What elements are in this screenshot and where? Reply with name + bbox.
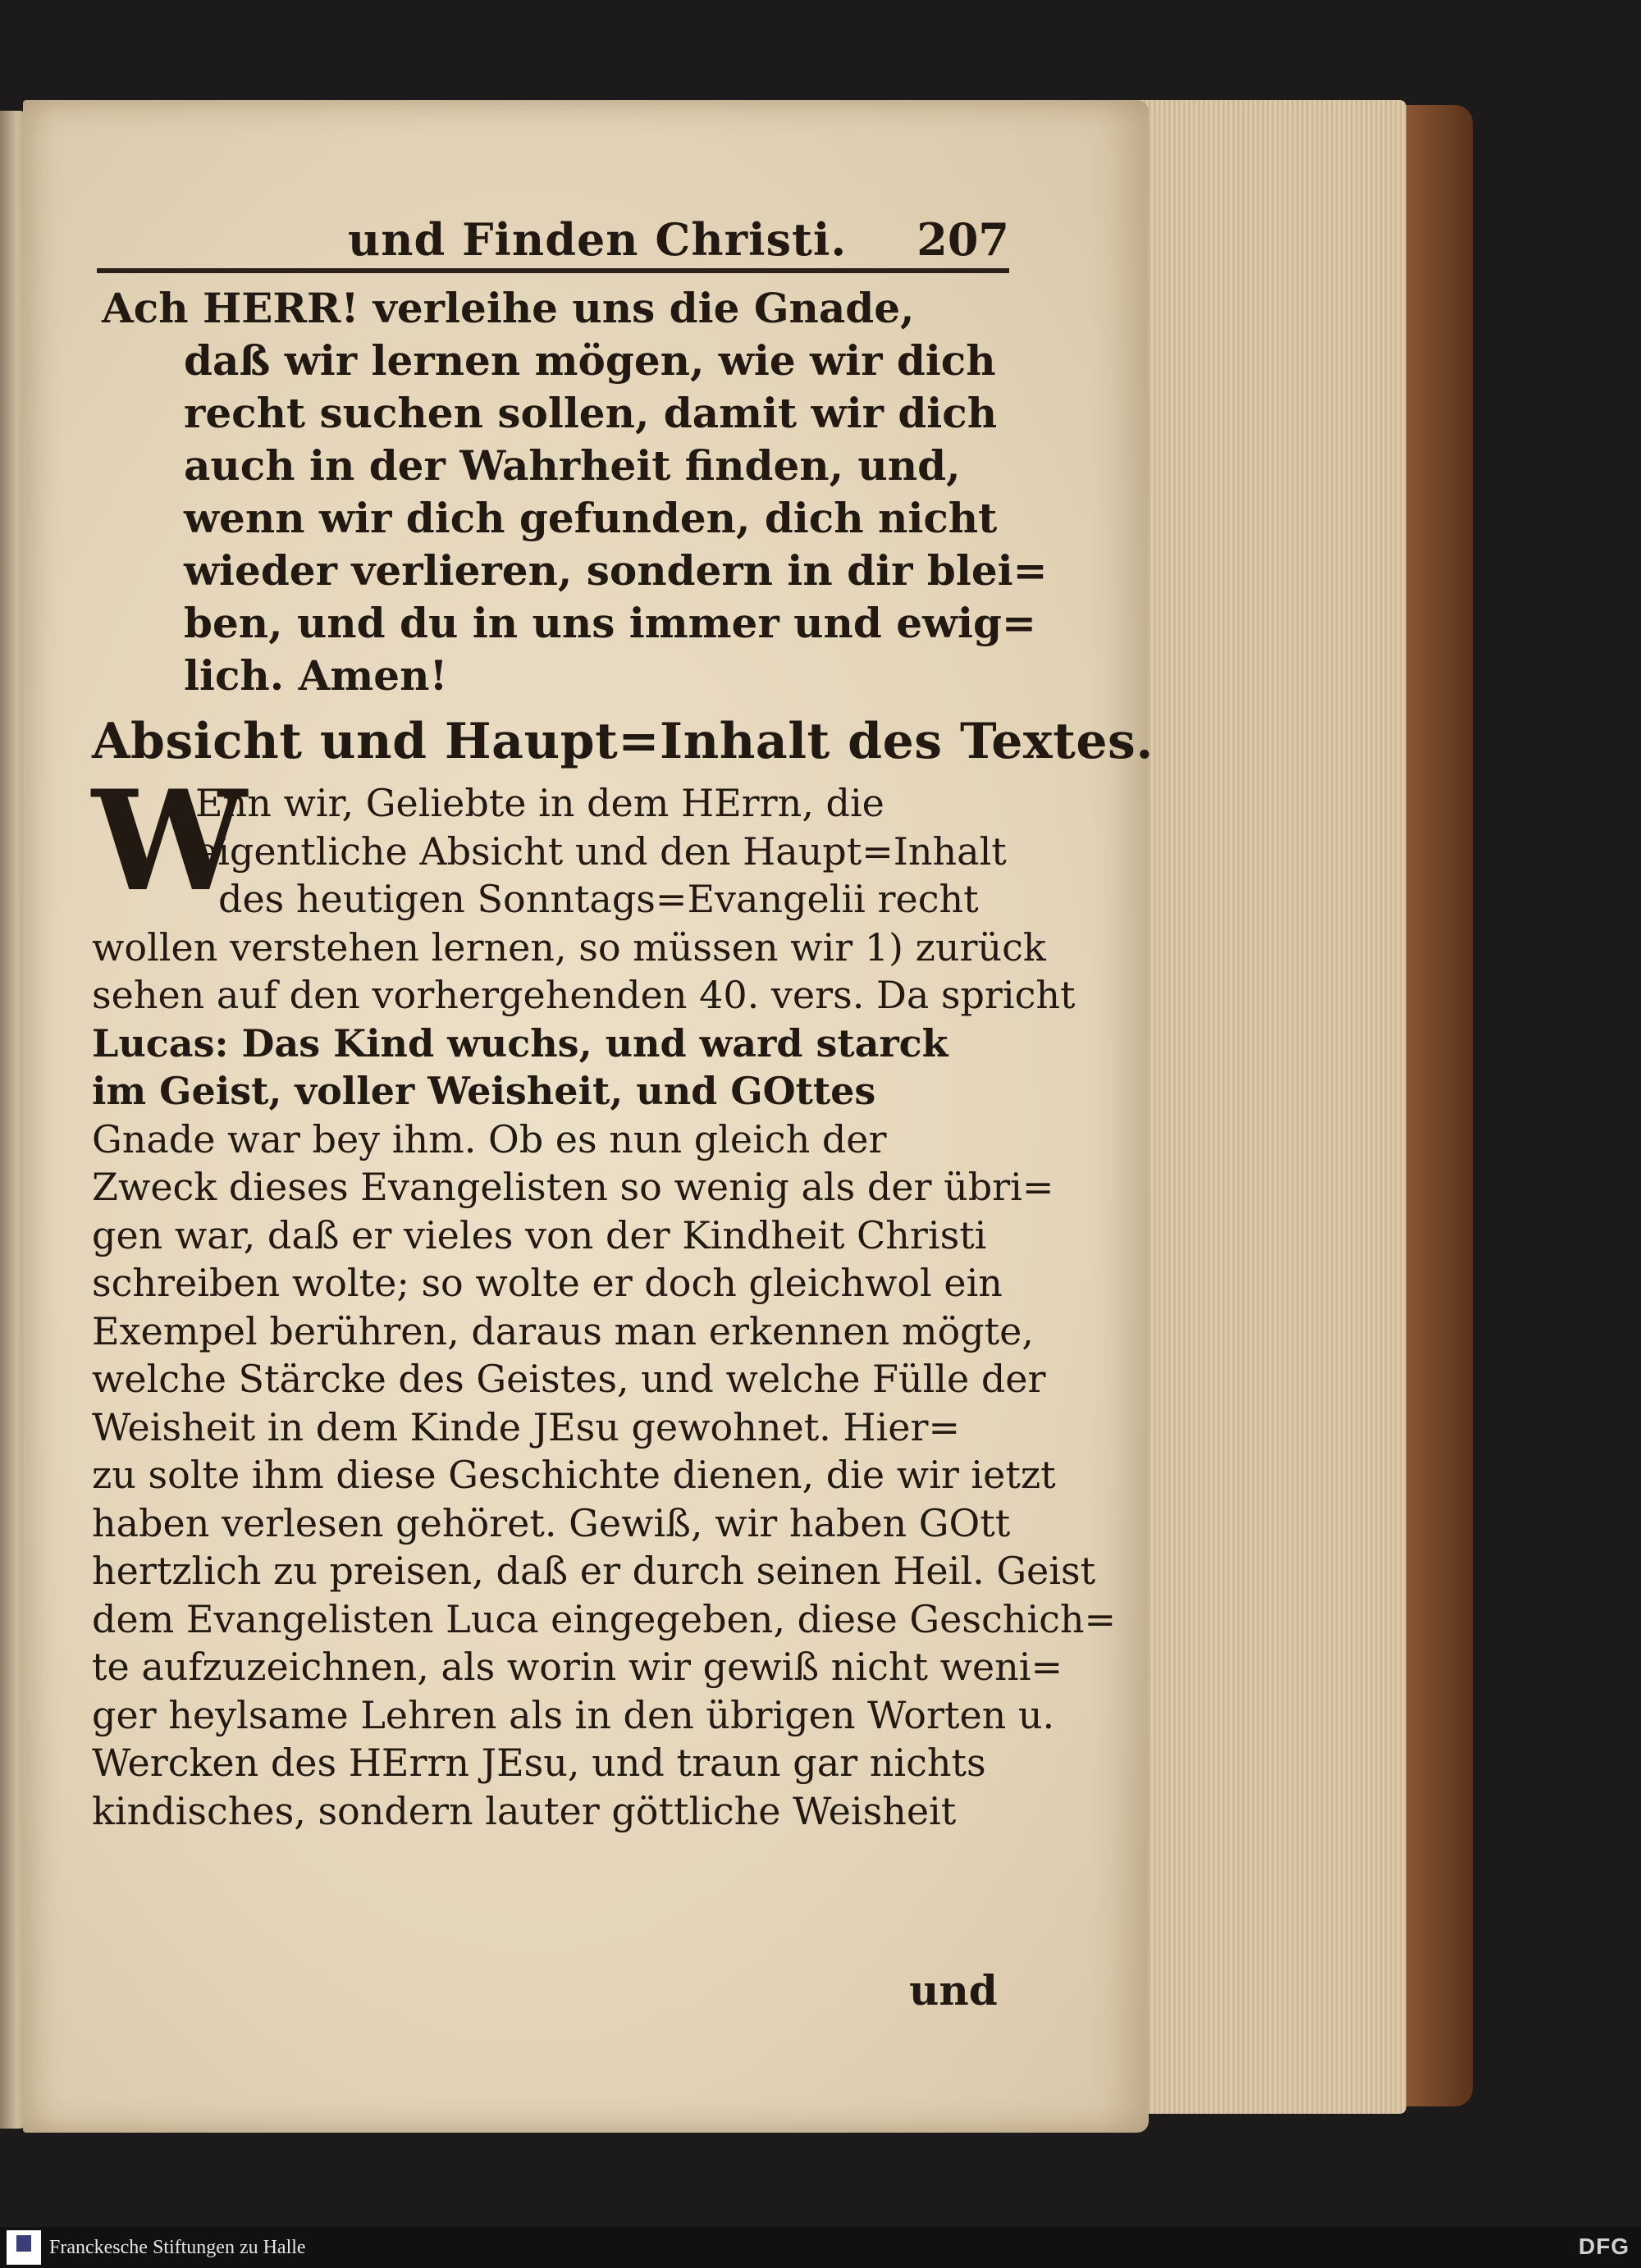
text-line: Enn wir, Geliebte in dem HErrn, die: [195, 781, 884, 825]
prayer-line: ben, und du in uns immer und ewig=: [184, 599, 1036, 647]
prayer-line: wieder verlieren, sondern in dir blei=: [184, 546, 1048, 595]
text-line: schreiben wolte; so wolte er doch gleichwol ein: [92, 1261, 1003, 1305]
prayer-line: recht suchen sollen, damit wir dich: [184, 389, 998, 437]
institution-logo-icon: [7, 2230, 41, 2265]
text-line: te aufzuzeichnen, als worin wir gewiß nicht weni=: [92, 1645, 1063, 1689]
prayer-line: Ach HERR! verleihe uns die Gnade,: [102, 284, 915, 332]
text-line: wollen verstehen lernen, so müssen wir 1) zurück: [92, 924, 1046, 970]
text-line: Exempel berühren, daraus man erkennen mögte,: [92, 1308, 1034, 1353]
prayer-block: [102, 282, 1048, 702]
text-line: eigentliche Absicht und den Haupt=Inhalt: [195, 828, 1007, 874]
institution-label: Franckesche Stiftungen zu Halle: [49, 2237, 306, 2258]
text-line: Zweck dieses Evangelisten so wenig als der übri=: [92, 1165, 1054, 1209]
running-title: und Finden Christi.: [348, 213, 848, 266]
text-line: ger heylsame Lehren als in den übrigen Worten u.: [92, 1692, 1055, 1737]
text-line: welche Stärcke des Geistes, und welche Fülle der: [92, 1357, 1046, 1401]
text-line: Gnade war bey ihm. Ob es nun gleich der: [92, 1116, 887, 1161]
text-line: Weisheit in dem Kinde JEsu gewohnet. Hier=: [92, 1404, 960, 1449]
prayer-line: daß wir lernen mögen, wie wir dich: [184, 336, 996, 385]
text-line: im Geist, voller Weisheit, und GOttes: [92, 1069, 876, 1113]
text-line: des heutigen Sonntags=Evangelii recht: [218, 877, 979, 921]
drop-cap: W: [92, 760, 247, 922]
text-line: zu solte ihm diese Geschichte dienen, die wir ietzt: [92, 1453, 1056, 1497]
text-line: hertzlich zu preisen, daß er durch seinen Heil. Geist: [92, 1549, 1096, 1593]
text-line: haben verlesen gehöret. Gewiß, wir haben GOtt: [92, 1500, 1011, 1545]
body-text: [92, 760, 1117, 1835]
text-line: Wercken des HErrn JEsu, und traun gar nichts: [92, 1741, 986, 1785]
viewer-footer: [0, 2227, 1641, 2268]
text-line: Lucas: Das Kind wuchs, und ward starck: [92, 1020, 948, 1066]
prayer-line: wenn wir dich gefunden, dich nicht: [184, 494, 998, 542]
text-line: sehen auf den vorhergehenden 40. vers. Da spricht: [92, 973, 1076, 1017]
page-edges: [1118, 100, 1406, 2114]
book-page: [23, 100, 1154, 2133]
prayer-line: lich. Amen!: [184, 651, 448, 700]
page-number: 207: [916, 213, 1009, 266]
text-line: gen war, daß er vieles von der Kindheit Christi: [92, 1212, 987, 1257]
section-heading: Absicht und Haupt=Inhalt des Textes.: [92, 713, 1154, 770]
prayer-line: auch in der Wahrheit finden, und,: [184, 441, 961, 490]
catchword: und: [909, 1966, 998, 2015]
running-head: [102, 205, 1009, 264]
header-rule: [97, 268, 1009, 273]
text-line: kindisches, sondern lauter göttliche Weisheit: [92, 1788, 957, 1833]
dfg-logo: DFG: [1578, 2234, 1630, 2259]
text-line: dem Evangelisten Luca eingegeben, diese Geschich=: [92, 1596, 1117, 1641]
